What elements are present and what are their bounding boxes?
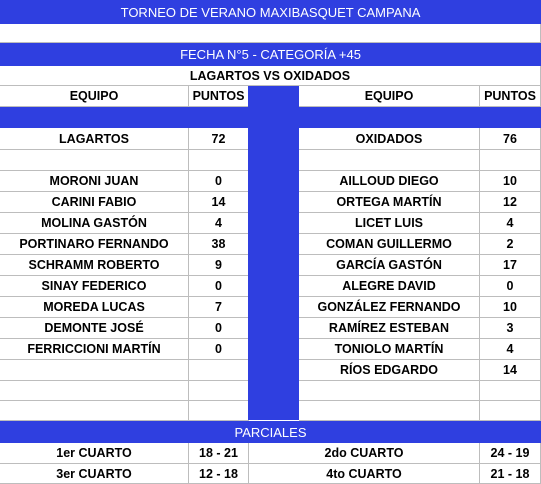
empty-cell — [299, 381, 480, 401]
right-player-name: GONZÁLEZ FERNANDO — [299, 297, 480, 318]
quarter-score: 24 - 19 — [480, 443, 541, 464]
right-player-name: COMAN GUILLERMO — [299, 234, 480, 255]
left-team-score: 72 — [189, 128, 249, 150]
left-player-points: 0 — [189, 339, 249, 360]
tournament-title-band — [0, 0, 541, 24]
right-player-name: LICET LUIS — [299, 213, 480, 234]
quarter-label: 4to CUARTO — [249, 464, 480, 484]
empty-cell — [299, 150, 480, 171]
match-title: LAGARTOS VS OXIDADOS — [0, 66, 541, 86]
right-player-name: RAMÍREZ ESTEBAN — [299, 318, 480, 339]
left-points-header: PUNTOS — [189, 86, 249, 107]
right-points-header: PUNTOS — [480, 86, 541, 107]
empty-cell — [480, 381, 541, 401]
left-player-name: SCHRAMM ROBERTO — [0, 255, 189, 276]
left-player-name: PORTINARO FERNANDO — [0, 234, 189, 255]
left-player-points: 0 — [189, 276, 249, 297]
right-player-name: TONIOLO MARTÍN — [299, 339, 480, 360]
quarter-score: 18 - 21 — [189, 443, 249, 464]
empty-cell — [189, 150, 249, 171]
empty-cell — [189, 401, 249, 421]
right-player-points: 17 — [480, 255, 541, 276]
left-player-points: 0 — [189, 318, 249, 339]
quarter-label: 3er CUARTO — [0, 464, 189, 484]
left-player-name: FERRICCIONI MARTÍN — [0, 339, 189, 360]
left-player-name: MOREDA LUCAS — [0, 297, 189, 318]
right-player-name: ORTEGA MARTÍN — [299, 192, 480, 213]
quarter-score: 12 - 18 — [189, 464, 249, 484]
quarter-row — [0, 464, 541, 484]
left-player-points: 14 — [189, 192, 249, 213]
parciales-band — [0, 421, 541, 443]
left-team-header: EQUIPO — [0, 86, 189, 107]
right-team-name: OXIDADOS — [299, 128, 480, 150]
right-player-name: RÍOS EDGARDO — [299, 360, 480, 381]
right-player-points: 0 — [480, 276, 541, 297]
empty-cell — [0, 401, 189, 421]
right-team-score: 76 — [480, 128, 541, 150]
right-player-points: 10 — [480, 171, 541, 192]
right-player-points: 2 — [480, 234, 541, 255]
right-player-points: 12 — [480, 192, 541, 213]
fecha-title: FECHA N°5 - CATEGORÍA +45 — [180, 47, 361, 62]
empty-cell — [299, 401, 480, 421]
empty-cell — [0, 381, 189, 401]
left-player-points: 4 — [189, 213, 249, 234]
parciales-title: PARCIALES — [234, 424, 307, 440]
right-player-points: 4 — [480, 213, 541, 234]
empty-cell — [0, 150, 189, 171]
fecha-band — [0, 43, 541, 66]
quarter-row — [0, 443, 541, 464]
tournament-title: TORNEO DE VERANO MAXIBASQUET CAMPANA — [120, 4, 421, 20]
empty-cell — [189, 381, 249, 401]
spacer-row — [0, 24, 541, 43]
quarter-label: 2do CUARTO — [249, 443, 480, 464]
spacer-cell — [0, 24, 541, 43]
empty-cell — [480, 150, 541, 171]
left-player-points: 38 — [189, 234, 249, 255]
right-player-points: 14 — [480, 360, 541, 381]
left-player-name: MORONI JUAN — [0, 171, 189, 192]
right-player-points: 10 — [480, 297, 541, 318]
quarter-label: 1er CUARTO — [0, 443, 189, 464]
left-player-name: MOLINA GASTÓN — [0, 213, 189, 234]
right-player-name: ALEGRE DAVID — [299, 276, 480, 297]
left-player-name — [0, 360, 189, 381]
left-player-points: 9 — [189, 255, 249, 276]
right-player-name: GARCÍA GASTÓN — [299, 255, 480, 276]
center-divider-band — [248, 86, 299, 420]
right-player-name: AILLOUD DIEGO — [299, 171, 480, 192]
left-player-points — [189, 360, 249, 381]
left-player-name: DEMONTE JOSÉ — [0, 318, 189, 339]
empty-cell — [480, 401, 541, 421]
match-row — [0, 66, 541, 86]
quarter-score: 21 - 18 — [480, 464, 541, 484]
right-player-points: 3 — [480, 318, 541, 339]
left-player-name: SINAY FEDERICO — [0, 276, 189, 297]
left-player-points: 0 — [189, 171, 249, 192]
right-player-points: 4 — [480, 339, 541, 360]
left-player-name: CARINI FABIO — [0, 192, 189, 213]
left-team-name: LAGARTOS — [0, 128, 189, 150]
left-player-points: 7 — [189, 297, 249, 318]
right-team-header: EQUIPO — [299, 86, 480, 107]
